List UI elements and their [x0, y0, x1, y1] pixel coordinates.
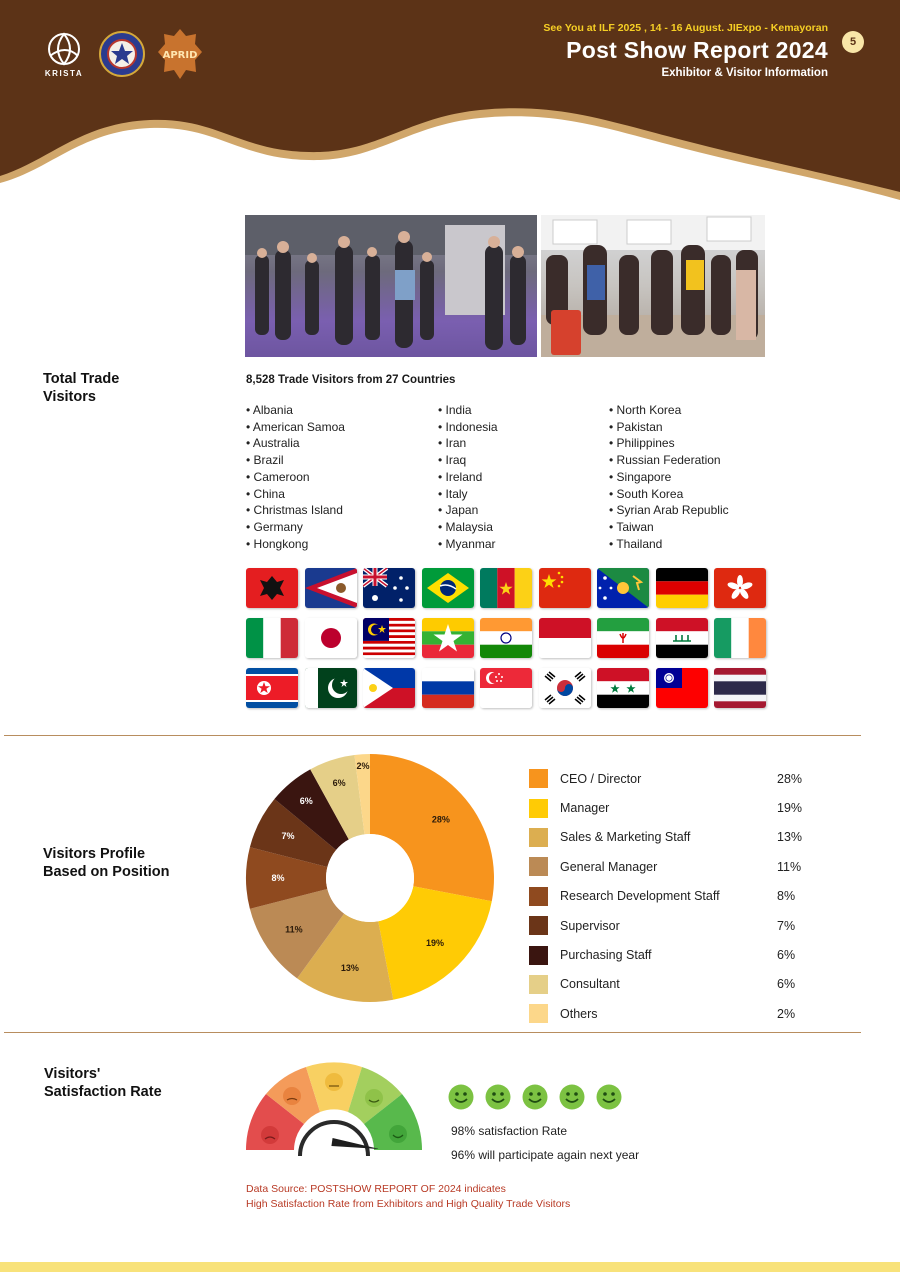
legend-label: Manager — [560, 801, 610, 816]
flag-american-samoa-icon — [305, 568, 357, 608]
legend-value: 2% — [777, 1006, 796, 1021]
country-item: • Japan — [438, 502, 498, 519]
legend-swatch — [529, 975, 548, 994]
legend-swatch — [529, 946, 548, 965]
donut-value-label: 6% — [332, 777, 346, 788]
country-item: • Ireland — [438, 469, 498, 486]
legend-swatch — [529, 799, 548, 818]
legend-item — [529, 823, 819, 852]
page-caption: Exhibitor & Visitor Information — [661, 67, 828, 79]
flag-pakistan-icon — [305, 668, 357, 708]
country-item: • North Korea — [609, 402, 729, 419]
smiley-icon — [485, 1084, 511, 1110]
flag-china-icon — [539, 568, 591, 608]
page-title: Post Show Report 2024 — [566, 37, 828, 63]
section-divider — [4, 1032, 861, 1033]
legend-value: 28% — [777, 771, 803, 786]
legend-value: 19% — [777, 801, 803, 816]
krista-logo — [40, 26, 88, 82]
country-item: • Australia — [246, 435, 345, 452]
return-rate-text: 96% will participate again next year — [451, 1148, 640, 1162]
country-item: • Italy — [438, 486, 498, 503]
krista-emblem-icon — [44, 30, 84, 68]
association-seal — [98, 26, 146, 82]
legend-swatch — [529, 769, 548, 788]
legend-value: 8% — [777, 889, 796, 904]
header-logos — [40, 26, 204, 82]
flag-thailand-icon — [714, 668, 766, 708]
section-divider — [4, 735, 861, 736]
donut-hole — [326, 834, 414, 922]
donut-value-label: 7% — [281, 831, 295, 842]
legend-label: Purchasing Staff — [560, 948, 652, 963]
flag-russia-icon — [422, 668, 474, 708]
legend-item — [529, 970, 819, 999]
legend-label: Consultant — [560, 977, 620, 992]
flag-iran-icon — [597, 618, 649, 658]
flag-north-korea-icon — [246, 668, 298, 708]
legend-label: Research Development Staff — [560, 889, 720, 904]
donut-value-label: 11% — [285, 924, 303, 935]
event-photos — [245, 215, 765, 357]
legend-value: 11% — [777, 859, 802, 874]
country-item: • American Samoa — [246, 419, 345, 436]
visitor-profile-label-line2: Based on Position — [43, 864, 170, 880]
donut-value-label: 28% — [431, 814, 450, 825]
flag-india-icon — [480, 618, 532, 658]
country-item: • Hongkong — [246, 536, 345, 553]
trade-visitors-label — [43, 370, 119, 406]
legend-label: General Manager — [560, 859, 658, 874]
legend-item — [529, 793, 819, 822]
country-item: • India — [438, 402, 498, 419]
data-source-line1: Data Source: POSTSHOW REPORT OF 2024 indicates — [246, 1183, 506, 1195]
association-seal-icon — [98, 30, 146, 78]
legend-item — [529, 940, 819, 969]
trade-visitors-label-line2: Visitors — [43, 389, 96, 405]
flag-singapore-icon — [480, 668, 532, 708]
country-item: • Thailand — [609, 536, 729, 553]
legend-item — [529, 911, 819, 940]
country-item: • South Korea — [609, 486, 729, 503]
data-source-line2: High Satisfaction Rate from Exhibitors and High Quality Trade Visitors — [246, 1198, 571, 1210]
aprid-logo-text: APRID — [162, 50, 198, 61]
flag-malaysia-icon — [363, 618, 415, 658]
legend-label: Supervisor — [560, 918, 620, 933]
flag-row-3 — [246, 668, 766, 708]
satisfaction-label-line1: Visitors' — [44, 1066, 101, 1082]
country-item: • Albania — [246, 402, 345, 419]
smiley-icon — [559, 1084, 585, 1110]
page-number-badge: 5 — [842, 31, 864, 53]
satisfaction-gauge — [244, 1060, 424, 1156]
country-item: • Iraq — [438, 452, 498, 469]
flag-brazil-icon — [422, 568, 474, 608]
aprid-hide-icon — [157, 28, 203, 80]
legend-value: 6% — [777, 948, 796, 963]
country-list-col-2 — [438, 402, 498, 552]
country-item: • Germany — [246, 519, 345, 536]
flag-christmas-island-icon — [597, 568, 649, 608]
flag-hongkong-icon — [714, 568, 766, 608]
flag-albania-icon — [246, 568, 298, 608]
country-item: • Myanmar — [438, 536, 498, 553]
smiley-icon — [596, 1084, 622, 1110]
flag-ireland-icon — [714, 618, 766, 658]
legend-swatch — [529, 828, 548, 847]
flag-south-korea-icon — [539, 668, 591, 708]
country-item: • Taiwan — [609, 519, 729, 536]
data-source-note — [246, 1182, 570, 1212]
flag-japan-icon — [305, 618, 357, 658]
country-item: • Russian Federation — [609, 452, 729, 469]
flag-germany-icon — [656, 568, 708, 608]
country-item: • Iran — [438, 435, 498, 452]
flag-iraq-icon — [656, 618, 708, 658]
krista-logo-text: KRISTA — [44, 69, 84, 78]
country-item: • Cameroon — [246, 469, 345, 486]
legend-swatch — [529, 1004, 548, 1023]
country-item: • Singapore — [609, 469, 729, 486]
donut-value-label: 6% — [299, 795, 313, 806]
flag-syria-icon — [597, 668, 649, 708]
legend-item — [529, 882, 819, 911]
smiley-icon — [522, 1084, 548, 1110]
satisfaction-rate-text: 98% satisfaction Rate — [451, 1124, 568, 1138]
legend-label: CEO / Director — [560, 771, 642, 786]
legend-item — [529, 852, 819, 881]
satisfaction-label-line2: Satisfaction Rate — [44, 1084, 162, 1100]
country-item: • Indonesia — [438, 419, 498, 436]
country-flags — [246, 568, 766, 718]
country-list-col-3 — [609, 402, 729, 552]
flag-philippines-icon — [363, 668, 415, 708]
donut-value-label: 2% — [356, 761, 370, 772]
legend-label: Sales & Marketing Staff — [560, 830, 691, 845]
donut-value-label: 13% — [340, 962, 359, 973]
trade-visitors-label-line1: Total Trade — [43, 371, 120, 387]
smiley-icon — [448, 1084, 474, 1110]
visitor-profile-label — [43, 845, 170, 881]
legend-value: 7% — [777, 918, 796, 933]
event-tagline: See You at ILF 2025 , 14 - 16 August. JIExpo - Kemayoran — [543, 22, 828, 34]
trade-visitors-heading: 8,528 Trade Visitors from 27 Countries — [246, 374, 456, 386]
visitor-profile-label-line1: Visitors Profile — [43, 846, 146, 862]
flag-row-2 — [246, 618, 766, 658]
country-item: • Pakistan — [609, 419, 729, 436]
legend-item — [529, 999, 819, 1028]
position-donut-chart — [244, 752, 496, 1004]
flag-australia-icon — [363, 568, 415, 608]
flag-taiwan-icon — [656, 668, 708, 708]
legend-swatch — [529, 887, 548, 906]
header-text-block — [543, 22, 828, 79]
country-item: • Christmas Island — [246, 502, 345, 519]
flag-cameroon-icon — [480, 568, 532, 608]
exhibition-crowd-photo — [245, 215, 537, 357]
flag-myanmar-icon — [422, 618, 474, 658]
legend-swatch — [529, 857, 548, 876]
satisfaction-label — [44, 1065, 162, 1101]
legend-value: 13% — [777, 830, 803, 845]
flag-italy-icon — [246, 618, 298, 658]
satisfaction-smileys — [448, 1084, 622, 1110]
country-item: • Philippines — [609, 435, 729, 452]
aprid-logo — [156, 26, 204, 82]
legend-item — [529, 764, 819, 793]
legend-value: 6% — [777, 977, 796, 992]
donut-value-label: 8% — [271, 873, 285, 883]
registration-counter-photo — [541, 215, 765, 357]
legend-swatch — [529, 916, 548, 935]
country-item: • Malaysia — [438, 519, 498, 536]
country-item: • Brazil — [246, 452, 345, 469]
country-item: • Syrian Arab Republic — [609, 502, 729, 519]
position-chart-legend — [529, 764, 819, 1029]
country-list-col-1 — [246, 402, 345, 552]
flag-row-1 — [246, 568, 766, 608]
country-item: • China — [246, 486, 345, 503]
footer-bar — [0, 1262, 900, 1272]
flag-indonesia-icon — [539, 618, 591, 658]
legend-label: Others — [560, 1006, 598, 1021]
donut-value-label: 19% — [426, 938, 445, 949]
